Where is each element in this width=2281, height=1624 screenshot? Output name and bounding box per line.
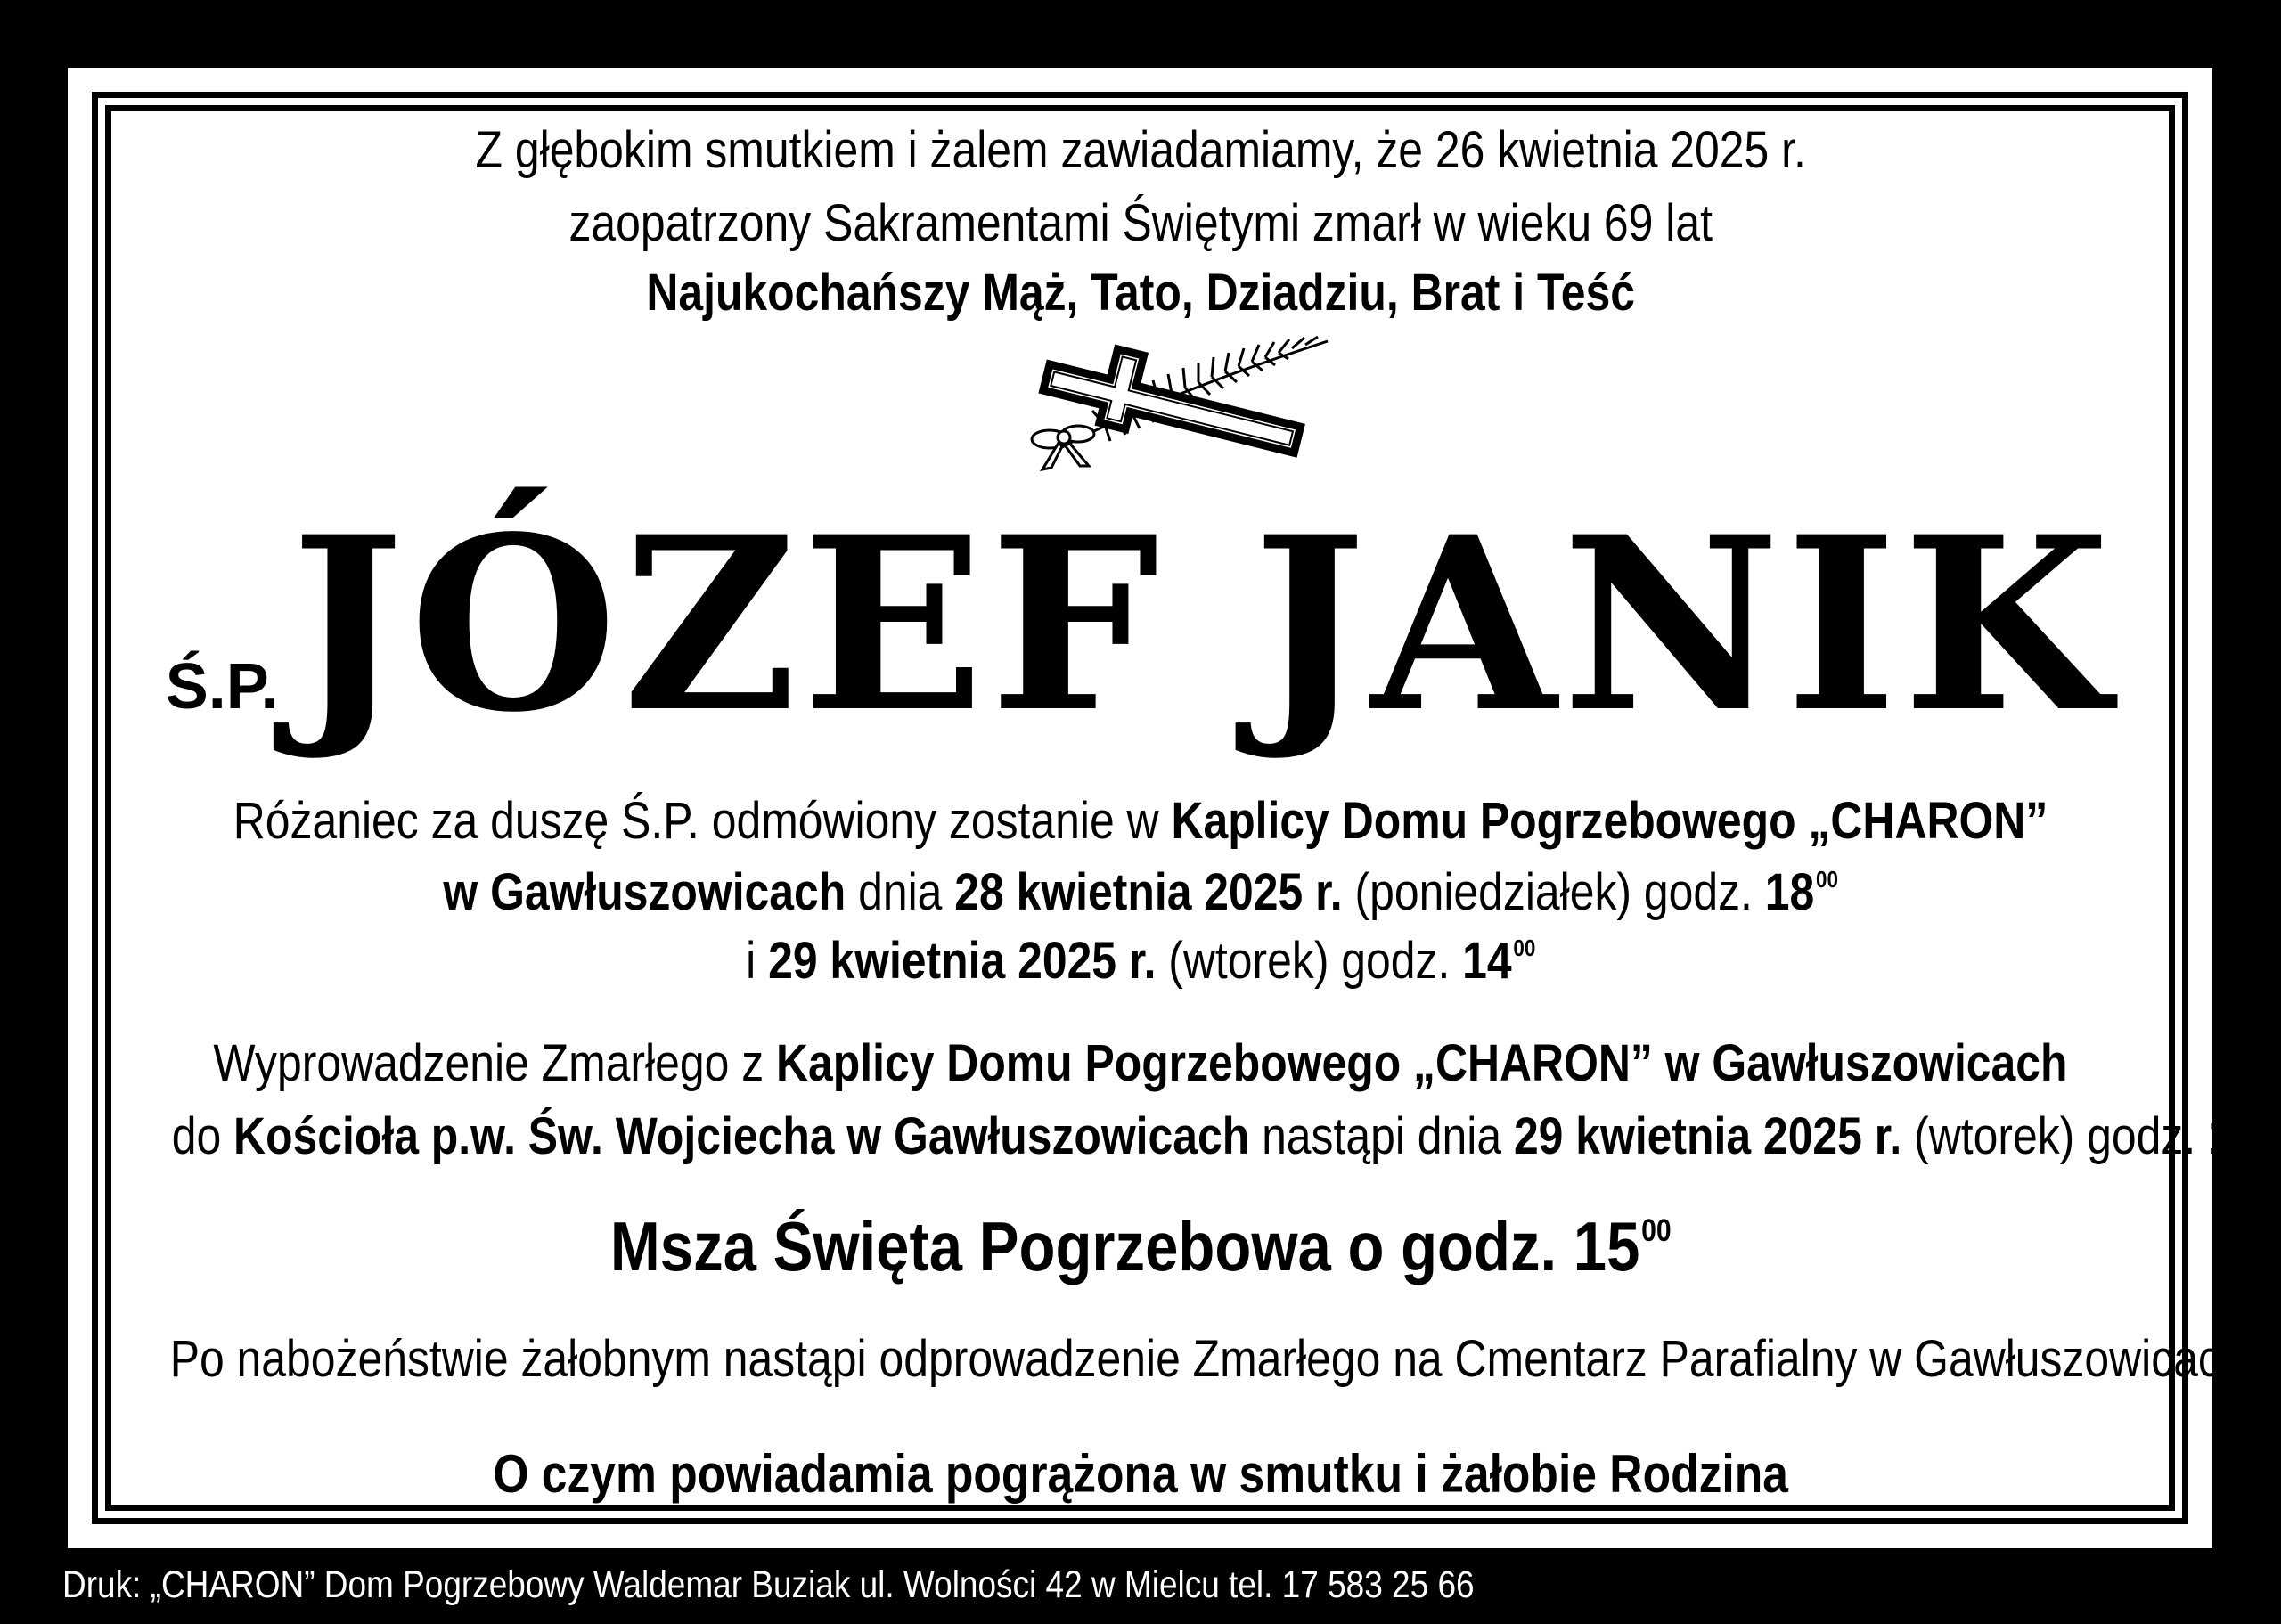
name-prefix: Ś.P.: [165, 651, 279, 722]
announcement-line-1: Z głębokim smutkiem i żalem zawiadamiamy, że 26 kwietnia 2025 r.: [475, 121, 1806, 179]
burial-line: Po nabożeństwie żałobnym nastąpi odprowadzenie Zmarłego na Cmentarz Parafialny w Gawłuszowicach.: [169, 1330, 2258, 1388]
rosary-line-3: i 29 kwietnia 2025 r. (wtorek) godz. $14^{00}$: [745, 932, 1536, 990]
deceased-name: [0, 485, 2281, 765]
announcement-line-2: zaopatrzony Sakramentami Świętymi zmarł w wieku 69 lat: [568, 194, 1713, 252]
relations-line: Najukochańszy Mąż, Tato, Dziadziu, Brat i Teść: [646, 264, 1635, 322]
printer-footer: Druk: „CHARON” Dom Pogrzebowy Waldemar Buziak ul. Wolności 42 w Mielcu tel. 17 583 25 66: [62, 1563, 1475, 1606]
mass-line: Msza Święta Pogrzebowa o godz. $15^{00}$: [609, 1207, 1672, 1285]
procession-line-1: Wyprowadzenie Zmarłego z Kaplicy Domu Pogrzebowego „CHARON” w Gawłuszowicach: [213, 1034, 2068, 1092]
rosary-line-1: Różaniec za duszę Ś.P. odmówiony zostanie w Kaplicy Domu Pogrzebowego „CHARON”: [233, 792, 2048, 850]
full-name: JÓZEF JANIK: [290, 485, 2116, 765]
procession-line-2: do Kościoła p.w. Św. Wojciecha w Gawłuszowicach nastąpi dnia 29 kwietnia 2025 r. (wtorek) godz. $14^{45}$: [171, 1107, 2281, 1165]
rosary-line-2: w Gawłuszowicach dnia 28 kwietnia 2025 r. (poniedziałek) godz. $18^{00}$: [443, 863, 1838, 921]
cross-with-palm-icon: [1007, 334, 1337, 477]
closing-line: O czym powiadamia pogrążona w smutku i żałobie Rodzina: [493, 1444, 1788, 1504]
